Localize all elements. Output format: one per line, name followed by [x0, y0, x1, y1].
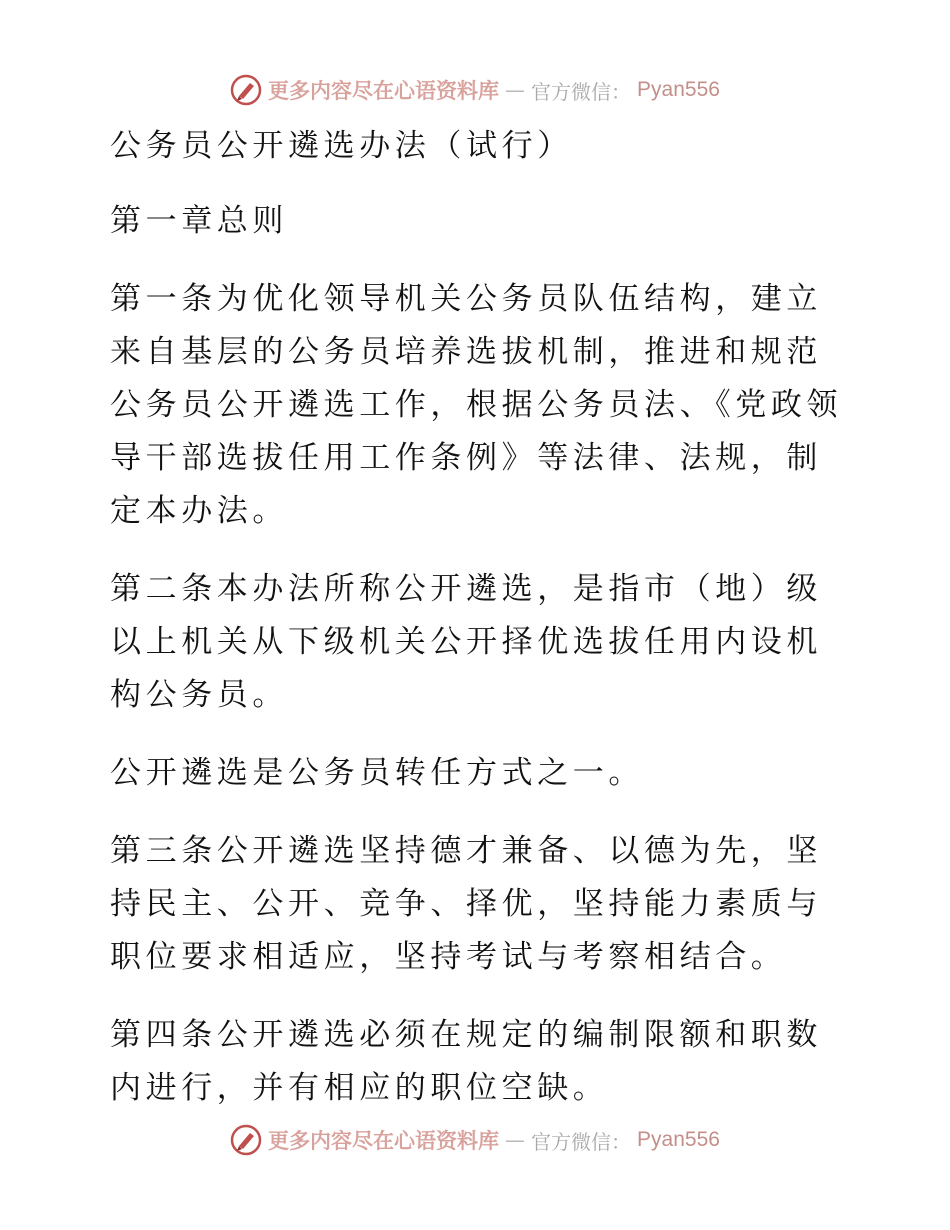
chapter-heading: 第一章总则	[110, 203, 288, 239]
header-watermark	[0, 70, 950, 110]
document-title: 公务员公开遴选办法（试行）	[110, 128, 573, 164]
document-body	[98, 120, 853, 1140]
paragraph-transfer-note: 公开遴选是公务员转任方式之一。	[110, 755, 644, 791]
watermark-main-text: 更多内容尽在心语资料库	[268, 1128, 500, 1153]
pen-logo-icon	[230, 74, 262, 106]
watermark-wechat-label: 官方微信：	[531, 1129, 632, 1154]
paragraph-article-1: 第一条为优化领导机关公务员队伍结构，建立来自基层的公务员培养选拔机制，推进和规范公务员公开遴选工作，根据公务员法、《党政领导干部选拔任用工作条例》等法律、法规，制定本办法。	[110, 281, 843, 529]
pen-logo-icon	[230, 1124, 262, 1156]
paragraph-article-3: 第三条公开遴选坚持德才兼备、以德为先，坚持民主、公开、竞争、择优，坚持能力素质与职位要求相适应，坚持考试与考察相结合。	[110, 833, 822, 975]
watermark-dash: —	[505, 78, 526, 102]
footer-watermark	[0, 1120, 950, 1160]
paragraph-article-2: 第二条本办法所称公开遴选，是指市（地）级以上机关从下级机关公开择优选拔任用内设机构公务员。	[110, 571, 822, 713]
watermark-wechat-id: Pyan556	[637, 78, 720, 101]
watermark-wechat-id: Pyan556	[637, 1128, 720, 1151]
watermark-dash: —	[505, 1128, 526, 1152]
watermark-main-text: 更多内容尽在心语资料库	[268, 78, 500, 103]
paragraph-article-4: 第四条公开遴选必须在规定的编制限额和职数内进行，并有相应的职位空缺。	[110, 1017, 822, 1106]
watermark-wechat-label: 官方微信：	[531, 79, 632, 104]
